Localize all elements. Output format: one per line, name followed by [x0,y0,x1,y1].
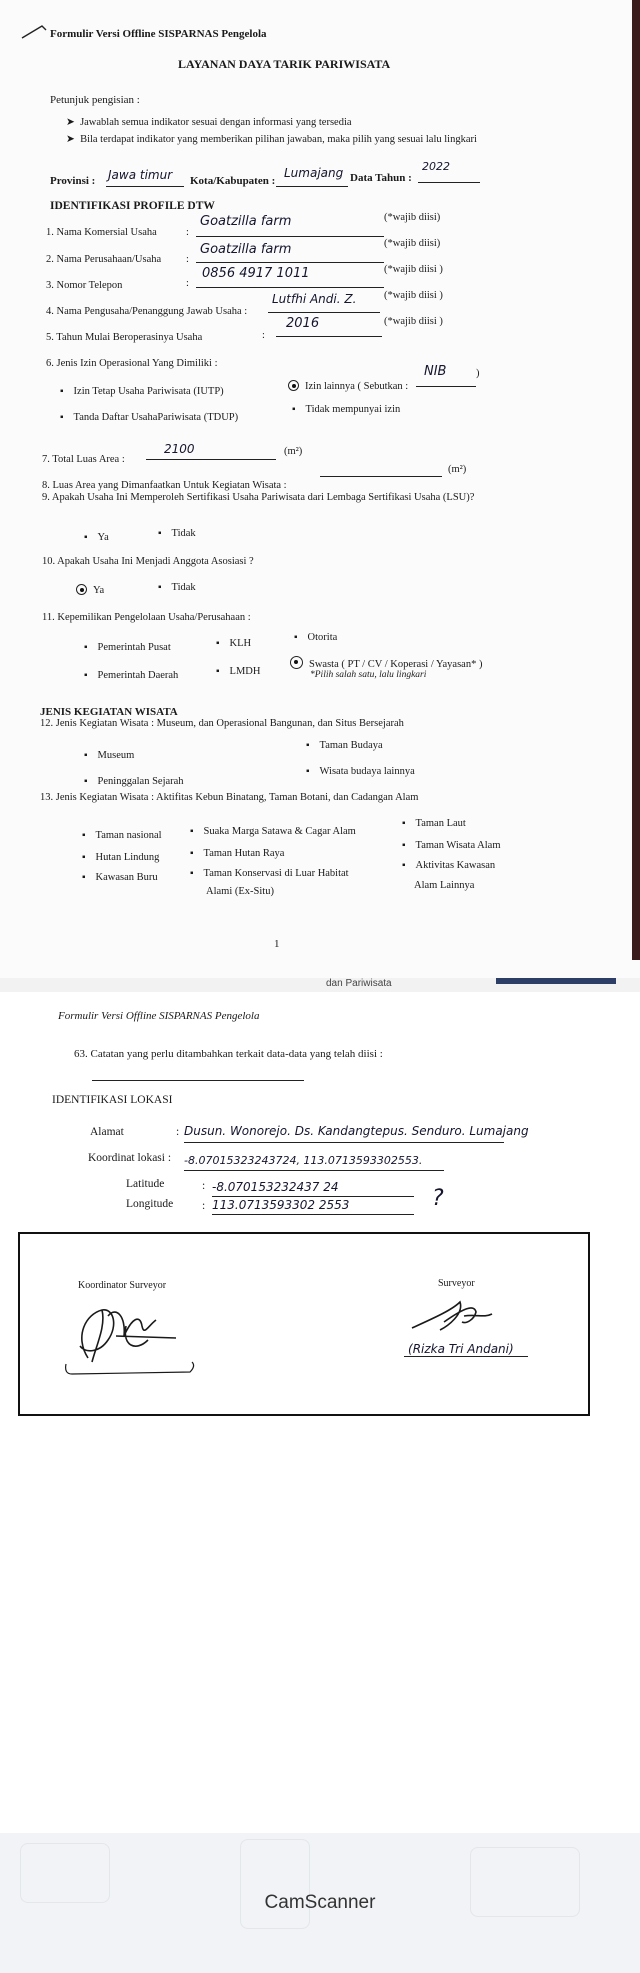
q7-value: 2100 [164,442,195,456]
field-value: 2016 [286,316,320,331]
q11-option[interactable]: ▪ Otorita [294,632,337,643]
field-note: (*wajib diisi) [384,212,441,223]
q6-option-other[interactable]: Izin lainnya ( Sebutkan : [288,380,408,392]
field-label: 4. Nama Pengusaha/Penanggung Jawab Usaha : [46,306,248,317]
form-header: Formulir Versi Offline SISPARNAS Pengelola [50,28,267,40]
field-value: 0856 4917 1011 [202,266,310,281]
previous-page-edge: dan Pariwisata [0,978,640,992]
question-13-label: 13. Jenis Kegiatan Wisata : Aktifitas Kebun Binatang, Taman Botani, dan Cadangan Alam [40,792,419,803]
field-note: (*wajib diisi ) [384,290,443,301]
field-value: Lutfhi Andi. Z. [272,292,357,306]
year-label: Data Tahun : [350,172,412,184]
q10-option-yes[interactable]: Ya [76,584,104,596]
arrow-bullet-icon: ➤ [66,117,81,128]
q13-option[interactable]: ▪ Taman Laut [402,818,466,829]
q9-option-no[interactable]: ▪ Tidak [158,528,196,539]
city-label: Kota/Kabupaten : [190,175,276,187]
section-kegiatan-title: JENIS KEGIATAN WISATA [40,706,178,718]
instructions-label: Petunjuk pengisian : [50,94,140,106]
q13-option[interactable]: ▪ Taman Hutan Raya [190,848,284,859]
arrow-bullet-icon: ➤ [66,134,81,145]
q13-option[interactable]: ▪ Suaka Marga Satawa & Cagar Alam [190,826,356,837]
field-label: 3. Nomor Telepon [46,280,123,291]
province-value: Jawa timur [108,168,173,182]
latitude-value: -8.070153232437 24 [212,1180,339,1194]
address-value: Dusun. Wonorejo. Ds. Kandangtepus. Senduro. Lumajang [184,1124,529,1138]
scanned-page-1: Formulir Versi Offline SISPARNAS Pengelola LAYANAN DAYA TARIK PARIWISATA Petunjuk pengisian : ➤ Jawablah semua indikator sesuai dengan informasi yang tersedia ➤ Bila terdapat indikator yang memberikan pilihan jawaban, maka pilih yang sesuai lalu lingkari Provinsi : Jawa timur Kota/Kabupaten : Lumajang Data Tahun : 2022 IDENTIFIKASI PROFILE DTW 1. Nama Komersial Usaha : Goatzilla farm (*wajib diisi) 2. Nama Perusahaan/Usaha : Goatzilla farm (*wajib diisi) 3. Nomor Telepon : 0856 4917 1011 (*wajib diisi ) 4. Nama Pengusaha/Penanggung Jawab Usaha : Lutfhi Andi. Z. (*wajib diisi ) 5. Tahun Mulai Beroperasinya Usaha : 2016 (*wajib diisi ) 6. Jenis Izin Operasional Yang Dimiliki : ▪ Izin Tetap Usaha Pariwisata (IUTP) Izin lainnya ( Sebutkan : NIB ) ▪ Tanda Daftar UsahaPariwisata (TDUP) ▪ Tidak mempunyai izin 7. Total Luas Area : 2100 (m²) 8. Luas Area yang Dimanfaatkan Untuk Kegiatan Wisata : (m²) 9. Apakah Usaha Ini Memperoleh Sertifikasi Usaha Pariwisata dari Lembaga Sertifikasi Usaha (LSU)? ▪ Ya ▪ Tidak 10. Apakah Usaha Ini Menjadi Anggota Asosiasi ? Ya ▪ Tidak 11. Kepemilikan Pengelolaan Usaha/Perusahaan : ▪ Pemerintah Pusat ▪ KLH ▪ Otorita ▪ Pemerintah Daerah ▪ LMDH Swasta ( PT / CV / Koperasi / Yayasan* ) *Pilih salah satu, lalu lingkari JENIS KEGIATAN WISATA 12. Jenis Kegiatan Wisata : Museum, dan Operasional Bangunan, dan Situs Bersejarah ▪ Museum ▪ Taman Budaya ▪ Peninggalan Sejarah ▪ Wisata budaya lainnya 13. Jenis Kegiatan Wisata : Aktifitas Kebun Binatang, Taman Botani, dan Cadangan Alam ▪ Taman nasional ▪ Hutan Lindung ▪ Kawasan Buru ▪ Suaka Marga Satawa & Cagar Alam ▪ Taman Hutan Raya ▪ Taman Konservasi di Luar Habitat Alami (Ex-Situ) ▪ Taman Laut ▪ Taman Wisata Alam ▪ Aktivitas Kawasan Alam Lainnya 1 [0,0,640,980]
q11-note: *Pilih salah satu, lalu lingkari [310,670,427,680]
question-12-label: 12. Jenis Kegiatan Wisata : Museum, dan Operasional Bangunan, dan Situs Bersejarah [40,718,404,729]
field-note: (*wajib diisi) [384,238,441,249]
q11-option[interactable]: ▪ Pemerintah Daerah [84,670,178,681]
field-note: (*wajib diisi ) [384,316,443,327]
q13-option[interactable]: ▪ Hutan Lindung [82,852,159,863]
address-label: Alamat [90,1126,124,1138]
q10-option-no[interactable]: ▪ Tidak [158,582,196,593]
q12-option[interactable]: ▪ Museum [84,750,134,761]
q11-option[interactable]: ▪ Pemerintah Pusat [84,642,171,653]
coordinate-value: -8.07015323243724, 113.0713593302553. [184,1154,423,1167]
latitude-label: Latitude [126,1178,165,1190]
q12-option[interactable]: ▪ Peninggalan Sejarah [84,776,184,787]
coordinate-label: Koordinat lokasi : [88,1152,172,1164]
field-label: 1. Nama Komersial Usaha [46,227,157,238]
q12-option[interactable]: ▪ Wisata budaya lainnya [306,766,415,777]
question-11-label: 11. Kepemilikan Pengelolaan Usaha/Perusahaan : [42,612,251,623]
q13-option-cont: Alam Lainnya [414,880,475,891]
question-9-label: 9. Apakah Usaha Ini Memperoleh Sertifikasi Usaha Pariwisata dari Lembaga Sertifikasi Usaha (LSU)? [42,492,475,503]
coordinator-label: Koordinator Surveyor [78,1280,167,1291]
circled-option-icon [290,656,303,669]
section-profile-title: IDENTIFIKASI PROFILE DTW [50,200,215,212]
circled-option-icon [288,380,299,391]
question-7-label: 7. Total Luas Area : [42,454,125,465]
field-label: 5. Tahun Mulai Beroperasinya Usaha [46,332,203,343]
year-value: 2022 [422,160,450,173]
question-mark: ? [432,1186,444,1211]
province-label: Provinsi : [50,175,96,187]
section-lokasi-title: IDENTIFIKASI LOKASI [52,1094,173,1106]
q7-unit: (m²) [284,446,303,457]
surveyor-label: Surveyor [438,1278,475,1289]
q13-option[interactable]: ▪ Taman Konservasi di Luar Habitat [190,868,349,879]
q12-option[interactable]: ▪ Taman Budaya [306,740,383,751]
page2-header: Formulir Versi Offline SISPARNAS Pengelola [58,1010,260,1022]
q6-option-iutp[interactable]: ▪ Izin Tetap Usaha Pariwisata (IUTP) [60,386,224,397]
q9-option-yes[interactable]: ▪ Ya [84,532,109,543]
field-value: Goatzilla farm [200,214,292,229]
surveyor-signature-icon [404,1292,534,1342]
q6-option-none[interactable]: ▪ Tidak mempunyai izin [292,404,400,415]
q13-option[interactable]: ▪ Taman nasional [82,830,162,841]
scan-edge-strip [632,0,640,960]
longitude-label: Longitude [126,1198,174,1210]
q13-option[interactable]: ▪ Kawasan Buru [82,872,158,883]
q6-option-tdup[interactable]: ▪ Tanda Daftar UsahaPariwisata (TDUP) [60,412,238,423]
circled-option-icon [76,584,87,595]
pen-mark-icon [20,22,50,42]
instruction-item: ➤ Jawablah semua indikator sesuai dengan informasi yang tersedia [66,117,352,128]
longitude-value: 113.0713593302 2553 [212,1198,350,1212]
q13-option[interactable]: ▪ Taman Wisata Alam [402,840,501,851]
coordinator-signature-icon [56,1296,206,1376]
city-value: Lumajang [284,166,344,180]
instruction-item: ➤ Bila terdapat indikator yang memberikan pilihan jawaban, maka pilih yang sesuai lalu lingkari [66,134,477,145]
field-note: (*wajib diisi ) [384,264,443,275]
q13-option[interactable]: ▪ Aktivitas Kawasan [402,860,495,871]
question-6-label: 6. Jenis Izin Operasional Yang Dimiliki : [46,358,218,369]
field-value: Goatzilla farm [200,242,292,257]
field-label: 2. Nama Perusahaan/Usaha [46,254,162,265]
q11-option[interactable]: ▪ LMDH [216,666,260,677]
q11-option-swasta[interactable]: Swasta ( PT / CV / Koperasi / Yayasan* ) [290,656,482,670]
question-8-label: 8. Luas Area yang Dimanfaatkan Untuk Kegiatan Wisata : [42,480,287,491]
note-question: 63. Catatan yang perlu ditambahkan terkait data-data yang telah diisi : [74,1048,383,1060]
camscanner-watermark: CamScanner [264,1892,376,1913]
page-number: 1 [274,938,280,950]
q11-option[interactable]: ▪ KLH [216,638,251,649]
form-title: LAYANAN DAYA TARIK PARIWISATA [178,57,391,71]
question-10-label: 10. Apakah Usaha Ini Menjadi Anggota Asosiasi ? [42,556,254,567]
surveyor-name: (Rizka Tri Andani) [408,1342,514,1356]
q8-unit: (m²) [448,464,467,475]
q6-other-value: NIB [424,364,447,379]
q13-option-cont: Alami (Ex-Situ) [206,886,274,897]
